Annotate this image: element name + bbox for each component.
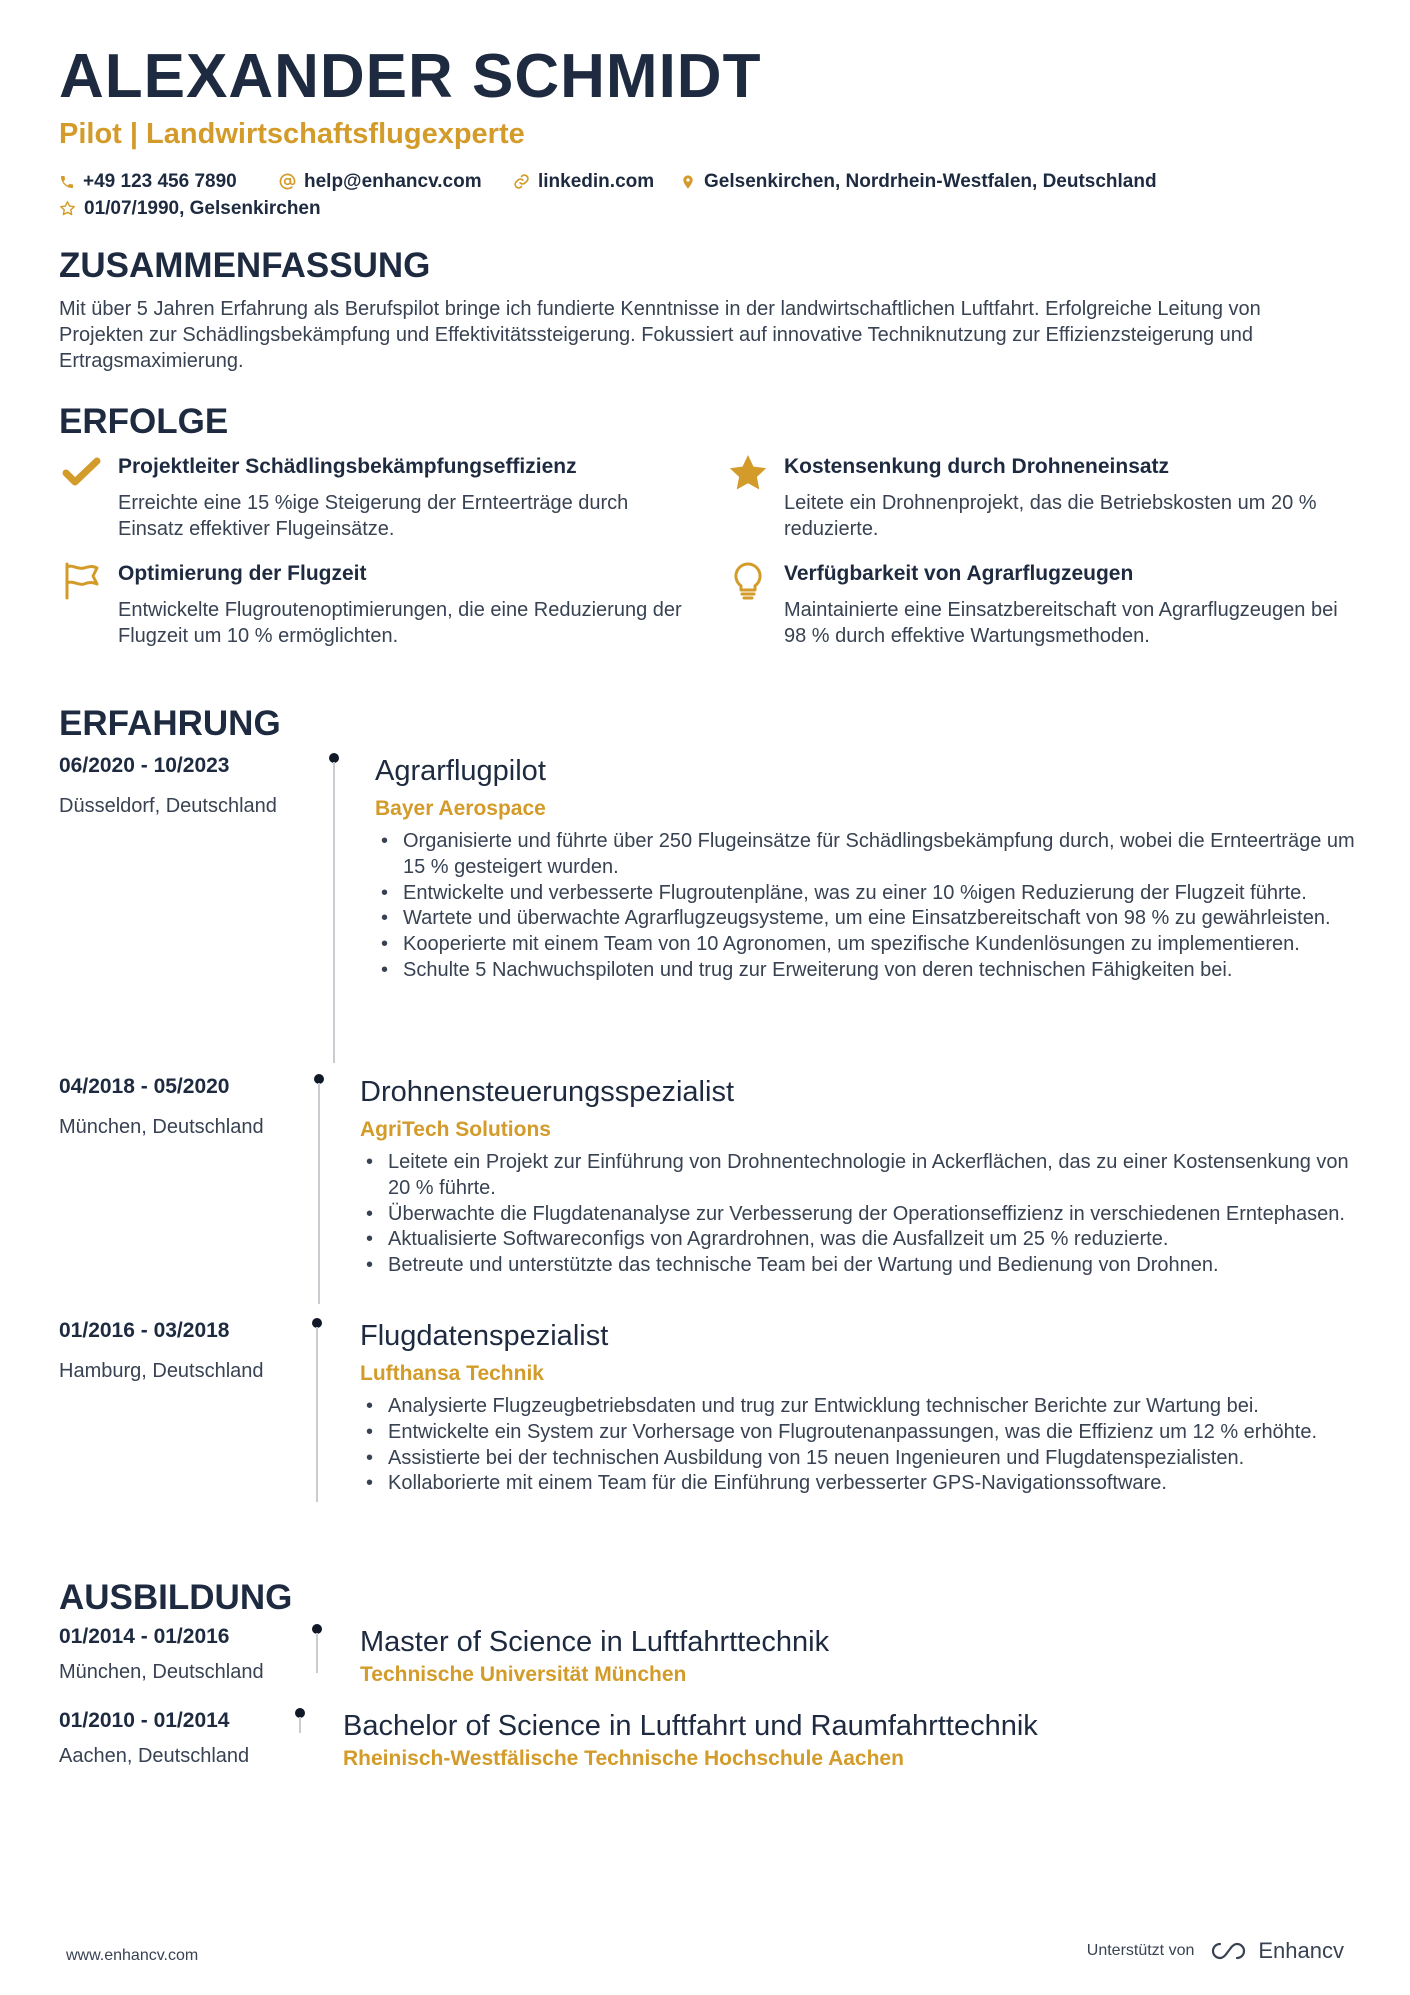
lightbulb-icon xyxy=(728,561,768,601)
job-bullet: • Wartete und überwachte Agrarflugzeugsysteme, um eine Einsatzbereitschaft von 98 % zu gewährleisten. xyxy=(375,906,1355,932)
job-role: Drohnensteuerungsspezialist xyxy=(360,1076,734,1108)
job-role: Agrarflugpilot xyxy=(375,755,546,787)
education-location: München, Deutschland xyxy=(59,1661,264,1683)
achievement-desc: Leitete ein Drohnenprojekt, das die Betriebskosten um 20 % reduzierte. xyxy=(784,492,1317,540)
achievement-desc: Entwickelte Flugroutenoptimierungen, die eine Reduzierung der Flugzeit um 10 % ermöglichten. xyxy=(118,599,682,647)
birth-text: 01/07/1990, Gelsenkirchen xyxy=(84,198,321,219)
footer-website[interactable]: www.enhancv.com xyxy=(66,1947,199,1964)
education-degree: Bachelor of Science in Luftfahrt und Raumfahrttechnik xyxy=(343,1710,1038,1742)
job-bullet: • Aktualisierte Softwareconfigs von Agrardrohnen, was die Ausfallzeit um 25 % reduzierte. xyxy=(360,1227,1355,1253)
job-bullet: • Schulte 5 Nachwuchspiloten und trug zur Erweiterung von deren technischen Fähigkeiten bei. xyxy=(375,958,1355,984)
contact-linkedin[interactable] xyxy=(513,172,654,191)
footer-branding xyxy=(1087,1938,1344,1964)
education-dates: 01/2014 - 01/2016 xyxy=(59,1625,230,1648)
location-text: Gelsenkirchen, Nordrhein-Westfalen, Deutschland xyxy=(704,171,1157,192)
summary-text: Mit über 5 Jahren Erfahrung als Berufspilot bringe ich fundierte Kenntnisse in der landwirtschaftlichen Luftfahrt. Erfolgreiche Leitung von Projekten zur Schädlingsbekämpfung und Effektivitätssteigerung. Fokussiert auf innovative Techniknutzung zur Effizienzsteigerung und Ertragsmaximierung. xyxy=(59,298,1261,372)
job-location: Hamburg, Deutschland xyxy=(59,1360,264,1382)
contact-email[interactable] xyxy=(279,172,482,191)
job-bullet: • Assistierte bei der technischen Ausbildung von 15 neuen Ingenieuren und Flugdatenspezialisten. xyxy=(360,1446,1355,1472)
job-bullet: • Leitete ein Projekt zur Einführung von Drohnentechnologie in Ackerflächen, das zu einer Kostensenkung von 20 % führte. xyxy=(360,1150,1355,1202)
phone-text: +49 123 456 7890 xyxy=(83,171,237,192)
phone-icon xyxy=(59,174,75,190)
job-company: Lufthansa Technik xyxy=(360,1362,544,1385)
job-bullets xyxy=(375,829,1355,984)
education-heading: AUSBILDUNG xyxy=(59,1578,293,1617)
job-bullet: • Entwickelte und verbesserte Flugroutenpläne, was zu einer 10 %igen Reduzierung der Flugzeit führte. xyxy=(375,881,1355,907)
education-dates: 01/2010 - 01/2014 xyxy=(59,1709,230,1732)
star-icon xyxy=(728,454,768,494)
job-dates: 01/2016 - 03/2018 xyxy=(59,1319,230,1342)
education-school: Rheinisch-Westfälische Technische Hochschule Aachen xyxy=(343,1747,904,1770)
achievement-title: Projektleiter Schädlingsbekämpfungseffizienz xyxy=(118,455,577,478)
contact-phone xyxy=(59,172,237,191)
brand-name: Enhancv xyxy=(1258,1938,1344,1963)
achievement-desc: Maintainierte eine Einsatzbereitschaft von Agrarflugzeugen bei 98 % durch effektive Wartungsmethoden. xyxy=(784,599,1338,647)
job-company: Bayer Aerospace xyxy=(375,797,546,820)
job-role: Flugdatenspezialist xyxy=(360,1320,609,1352)
timeline-line xyxy=(299,1717,301,1733)
star-outline-icon xyxy=(59,200,76,217)
job-bullet: • Überwachte die Flugdatenanalyse zur Verbesserung der Operationseffizienz in verschiedenen Erntephasen. xyxy=(360,1202,1355,1228)
job-location: München, Deutschland xyxy=(59,1116,264,1138)
timeline-line xyxy=(316,1633,318,1673)
email-link[interactable]: help@enhancv.com xyxy=(304,171,482,192)
at-icon xyxy=(279,173,296,190)
checkmark-icon xyxy=(62,454,102,494)
achievement-desc: Erreichte eine 15 %ige Steigerung der Ernteerträge durch Einsatz effektiver Flugeinsätze. xyxy=(118,492,629,540)
education-degree: Master of Science in Luftfahrttechnik xyxy=(360,1626,830,1658)
job-bullets xyxy=(360,1150,1355,1279)
job-dates: 04/2018 - 05/2020 xyxy=(59,1075,230,1098)
linkedin-link[interactable]: linkedin.com xyxy=(538,171,655,192)
job-bullet: • Kooperierte mit einem Team von 10 Agronomen, um spezifische Kundenlösungen zu implementieren. xyxy=(375,932,1355,958)
job-bullet: • Organisierte und führte über 250 Flugeinsätze für Schädlingsbekämpfung durch, wobei die Ernteerträge um 15 % gesteigert wurden. xyxy=(375,829,1355,881)
job-bullets xyxy=(360,1394,1355,1497)
achievement-title: Verfügbarkeit von Agrarflugzeugen xyxy=(784,562,1134,585)
powered-by-text: Unterstützt von xyxy=(1086,1942,1195,1959)
contact-birth xyxy=(59,199,321,218)
location-pin-icon xyxy=(680,173,696,191)
candidate-name: ALEXANDER SCHMIDT xyxy=(59,42,762,111)
job-bullet: • Entwickelte ein System zur Vorhersage von Flugroutenanpassungen, was die Effizienz um 12 % erhöhte. xyxy=(360,1420,1355,1446)
achievement-title: Kostensenkung durch Drohneneinsatz xyxy=(784,455,1170,478)
job-company: AgriTech Solutions xyxy=(360,1118,551,1141)
job-bullet: • Kollaborierte mit einem Team für die Einführung verbesserter GPS-Navigationssoftware. xyxy=(360,1471,1355,1497)
timeline-line xyxy=(318,1083,320,1304)
candidate-title: Pilot | Landwirtschaftsflugexperte xyxy=(59,118,525,150)
contact-location xyxy=(680,172,1157,191)
flag-icon xyxy=(62,561,102,601)
job-dates: 06/2020 - 10/2023 xyxy=(59,754,230,777)
job-bullet: • Analysierte Flugzeugbetriebsdaten und trug zur Entwicklung technischer Berichte zur Wartung bei. xyxy=(360,1394,1355,1420)
timeline-line xyxy=(316,1327,318,1502)
enhancv-logo-icon xyxy=(1206,1939,1254,1963)
job-bullet: • Betreute und unterstützte das technische Team bei der Wartung und Bedienung von Drohnen. xyxy=(360,1253,1355,1279)
achievement-title: Optimierung der Flugzeit xyxy=(118,562,367,585)
link-icon xyxy=(513,173,530,190)
timeline-line xyxy=(333,762,335,1063)
education-location: Aachen, Deutschland xyxy=(59,1745,250,1767)
experience-heading: ERFAHRUNG xyxy=(59,704,281,743)
summary-heading: ZUSAMMENFASSUNG xyxy=(59,246,431,285)
job-location: Düsseldorf, Deutschland xyxy=(59,795,277,817)
achievements-heading: ERFOLGE xyxy=(59,402,229,441)
education-school: Technische Universität München xyxy=(360,1663,687,1686)
